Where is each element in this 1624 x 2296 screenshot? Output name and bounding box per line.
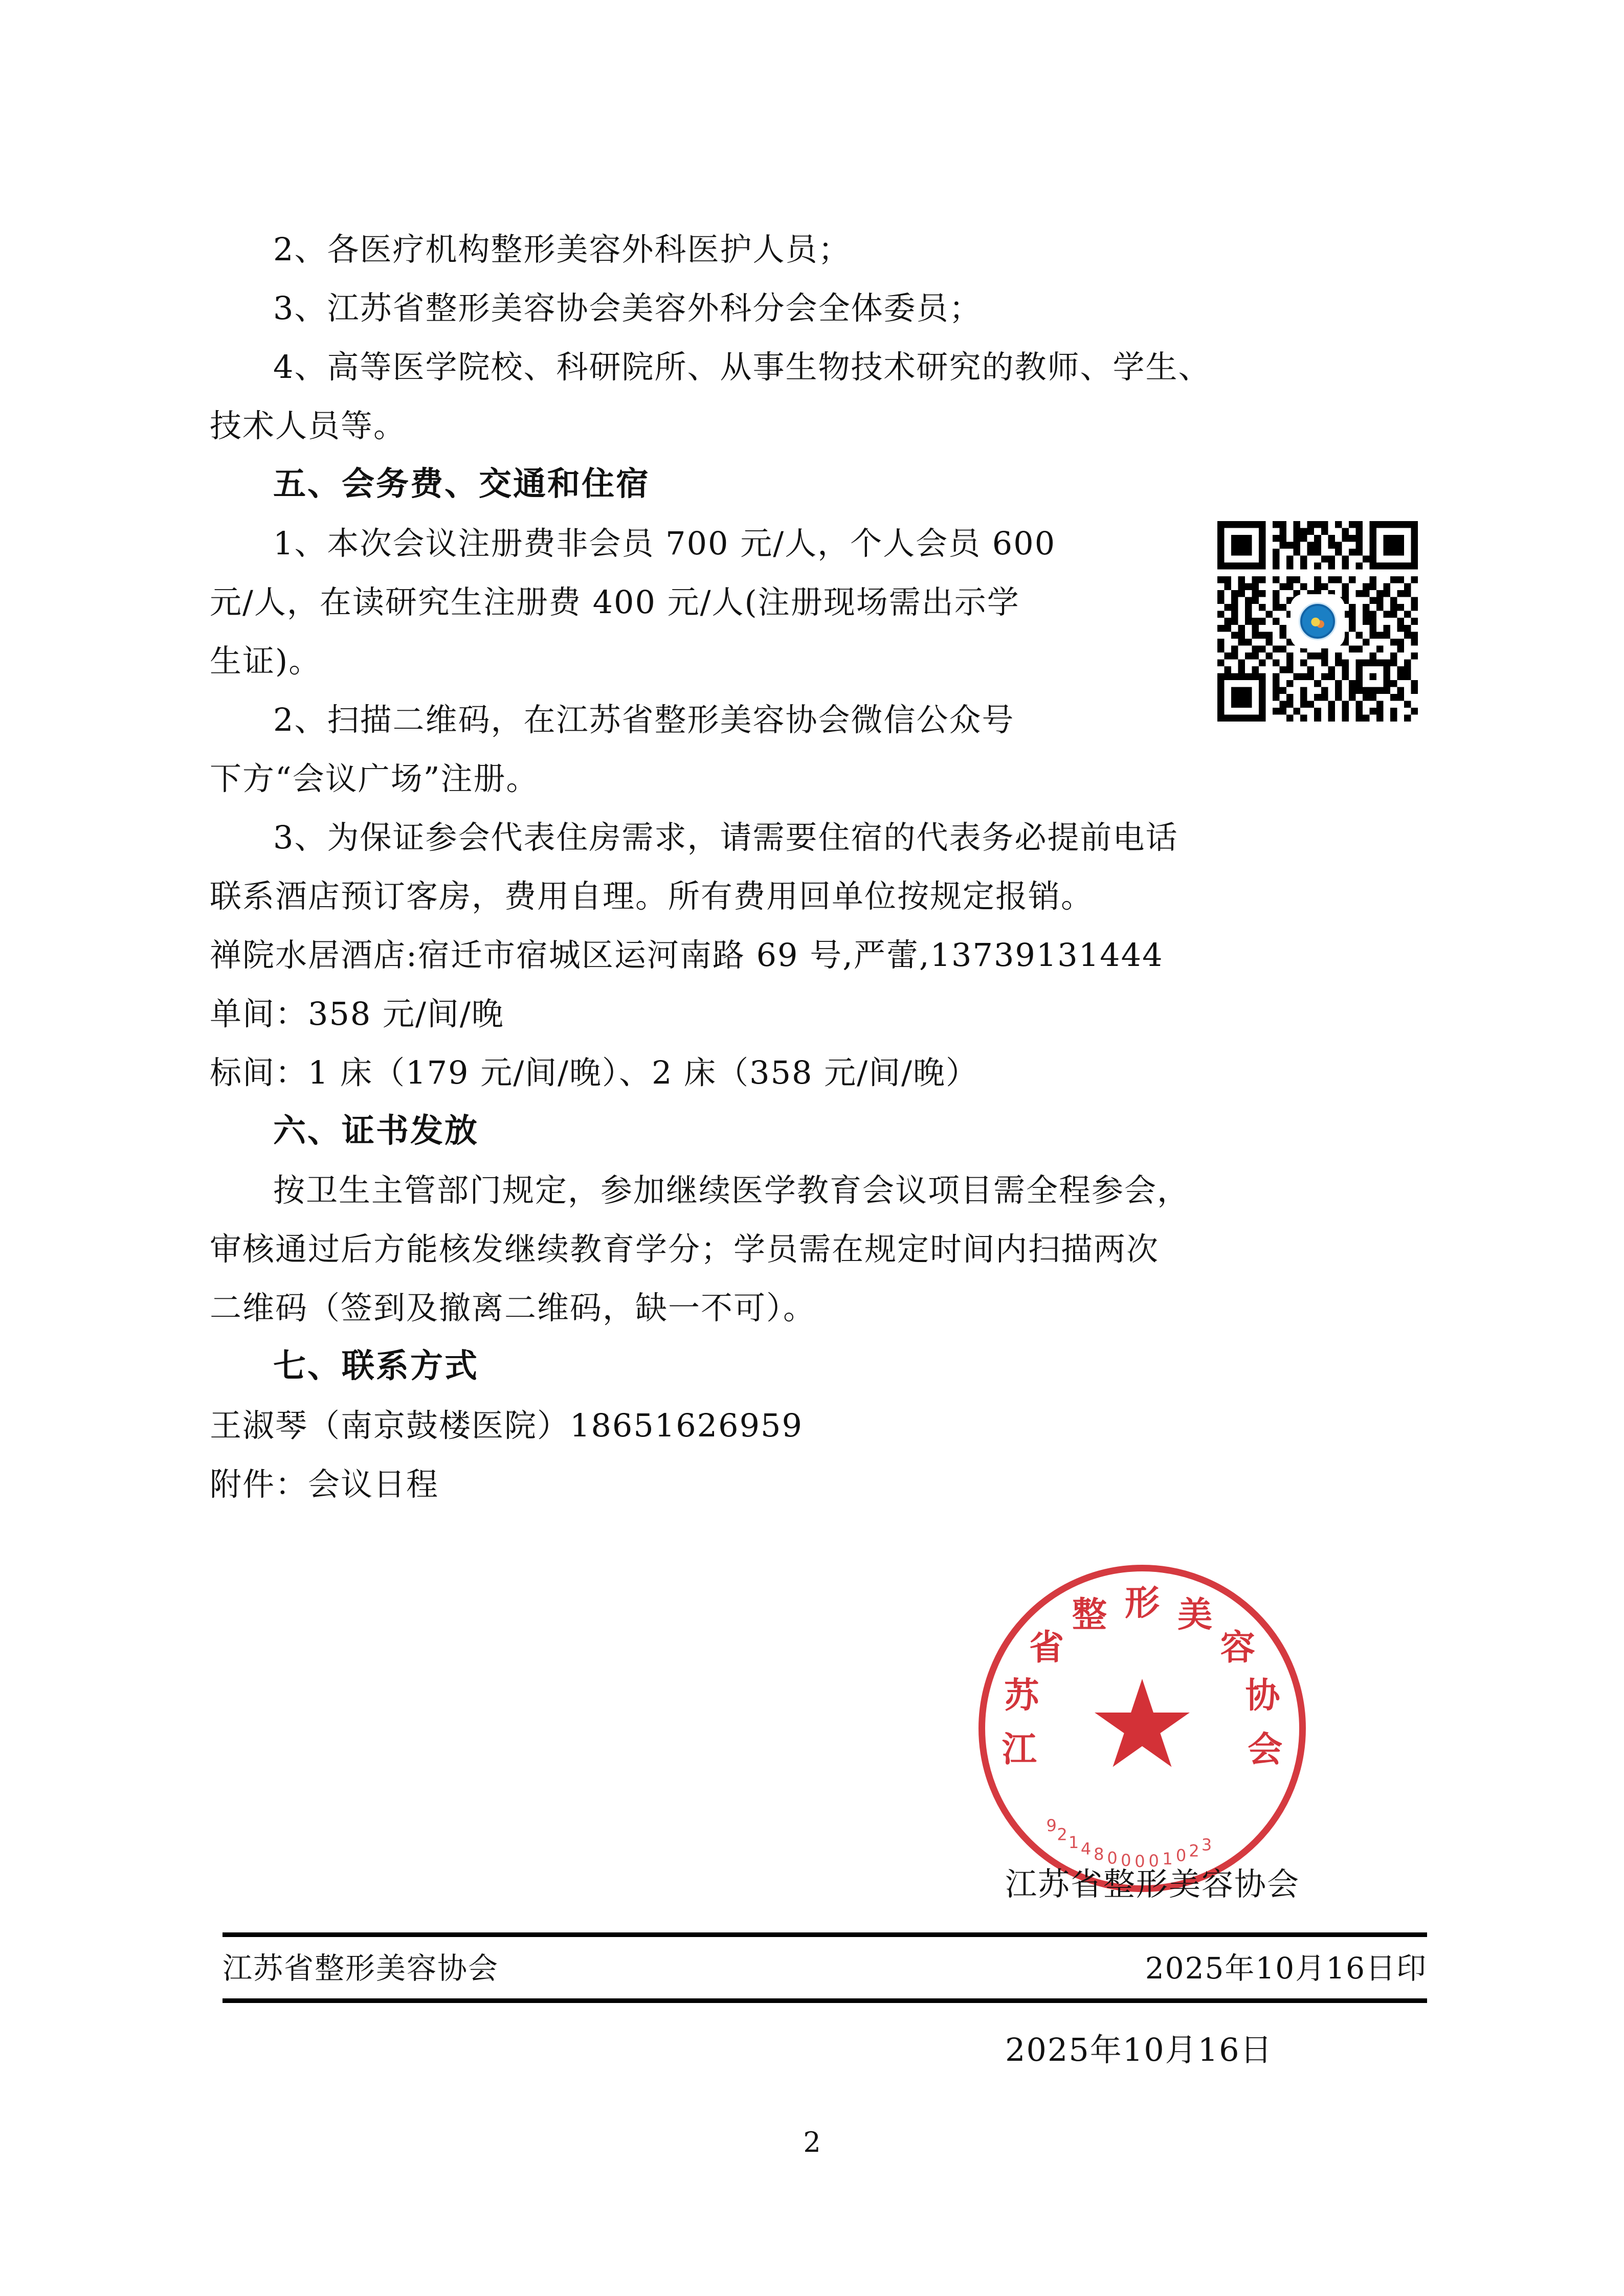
rate-standard-room: 标间：1 床（179 元/间/晚）、2 床（358 元/间/晚） — [210, 1054, 978, 1091]
page-footer — [223, 1932, 1427, 2003]
contact-person: 王淑琴（南京鼓楼医院）18651626959 — [210, 1407, 803, 1444]
footer-issuer: 江苏省整形美容协会 — [223, 1951, 499, 1986]
qr-instruction-line-2: 下方“会议广场”注册。 — [210, 760, 539, 797]
hotel-line-1: 3、为保证参会代表住房需求，请需要住宿的代表务必提前电话 — [273, 819, 1178, 856]
certificate-line-1: 按卫生主管部门规定，参加继续医学教育会议项目需全程参会， — [273, 1172, 1190, 1209]
seal-code-digit: 8 — [1094, 1844, 1104, 1864]
attendee-item-2: 2、各医疗机构整形美容外科医护人员； — [273, 231, 851, 268]
footer-print-date: 2025年10月16日印 — [1145, 1951, 1427, 1986]
seal-code-digit: 3 — [1201, 1835, 1212, 1855]
seal-char: 容 — [1220, 1628, 1255, 1669]
qr-instruction-line-1: 2、扫描二维码，在江苏省整形美容协会微信公众号 — [273, 701, 1015, 738]
globe-icon — [1299, 602, 1337, 640]
seal-char: 形 — [1124, 1583, 1160, 1624]
seal-char: 会 — [1248, 1729, 1283, 1770]
section-heading-five: 五、会务费、交通和住宿 — [273, 465, 650, 503]
seal-code-digit: 2 — [1189, 1841, 1199, 1861]
seal-char: 省 — [1029, 1628, 1064, 1669]
attendee-item-4-continued: 技术人员等。 — [210, 407, 407, 444]
seal-code-digit: 0 — [1121, 1851, 1131, 1871]
signature-date: 2025年10月16日 — [1005, 2031, 1273, 2068]
rate-single-room: 单间：358 元/间/晚 — [210, 995, 504, 1032]
fee-line-1: 1、本次会议注册费非会员 700 元/人，个人会员 600 — [273, 525, 1056, 562]
certificate-line-3: 二维码（签到及撤离二维码，缺一不可）。 — [210, 1289, 816, 1326]
seal-code-digit: 9 — [1046, 1816, 1057, 1836]
seal-char: 整 — [1072, 1594, 1107, 1635]
seal-code-digit: 4 — [1080, 1839, 1092, 1859]
association-globe-logo-icon — [1293, 597, 1342, 646]
signature-organization: 江苏省整形美容协会 — [1005, 1865, 1300, 1903]
footer-rule-top — [223, 1932, 1427, 1937]
page-number: 2 — [803, 2126, 821, 2158]
hotel-address: 禅院水居酒店:宿迁市宿城区运河南路 69 号,严蕾,13739131444 — [210, 936, 1164, 974]
seal-code-digit: 0 — [1107, 1848, 1118, 1868]
seal-code-digit: 1 — [1162, 1849, 1173, 1869]
hotel-line-2: 联系酒店预订客房，费用自理。所有费用回单位按规定报销。 — [210, 877, 1094, 915]
fee-line-3: 生证)。 — [210, 642, 322, 680]
attachment-note: 附件：会议日程 — [210, 1466, 439, 1503]
attendee-item-4: 4、高等医学院校、科研院所、从事生物技术研究的教师、学生、 — [273, 348, 1211, 386]
seal-char: 江 — [1002, 1729, 1037, 1770]
seal-code-digit: 0 — [1175, 1845, 1187, 1865]
wechat-qr-code — [1217, 521, 1418, 722]
seal-char: 苏 — [1004, 1675, 1039, 1716]
certificate-line-2: 审核通过后方能核发继续教育学分；学员需在规定时间内扫描两次 — [210, 1230, 1160, 1268]
footer-row — [223, 1937, 1427, 1998]
section-heading-six: 六、证书发放 — [273, 1112, 479, 1150]
footer-rule-bottom — [223, 1998, 1427, 2003]
section-heading-seven: 七、联系方式 — [273, 1347, 479, 1385]
seal-code-digit: 0 — [1134, 1851, 1145, 1871]
seal-code-digit: 1 — [1068, 1832, 1079, 1852]
qr-code-float — [1217, 521, 1418, 722]
fee-and-qr-block — [210, 514, 1422, 808]
seal-char: 美 — [1177, 1594, 1213, 1635]
seal-char: 协 — [1245, 1675, 1280, 1716]
seal-code-digit: 2 — [1057, 1825, 1067, 1844]
fee-line-2: 元/人，在读研究生注册费 400 元/人(注册现场需出示学 — [210, 583, 1020, 621]
seal-code-digit: 0 — [1148, 1851, 1159, 1871]
attendee-item-3: 3、江苏省整形美容协会美容外科分会全体委员； — [273, 289, 982, 327]
document-body — [210, 220, 1422, 1514]
